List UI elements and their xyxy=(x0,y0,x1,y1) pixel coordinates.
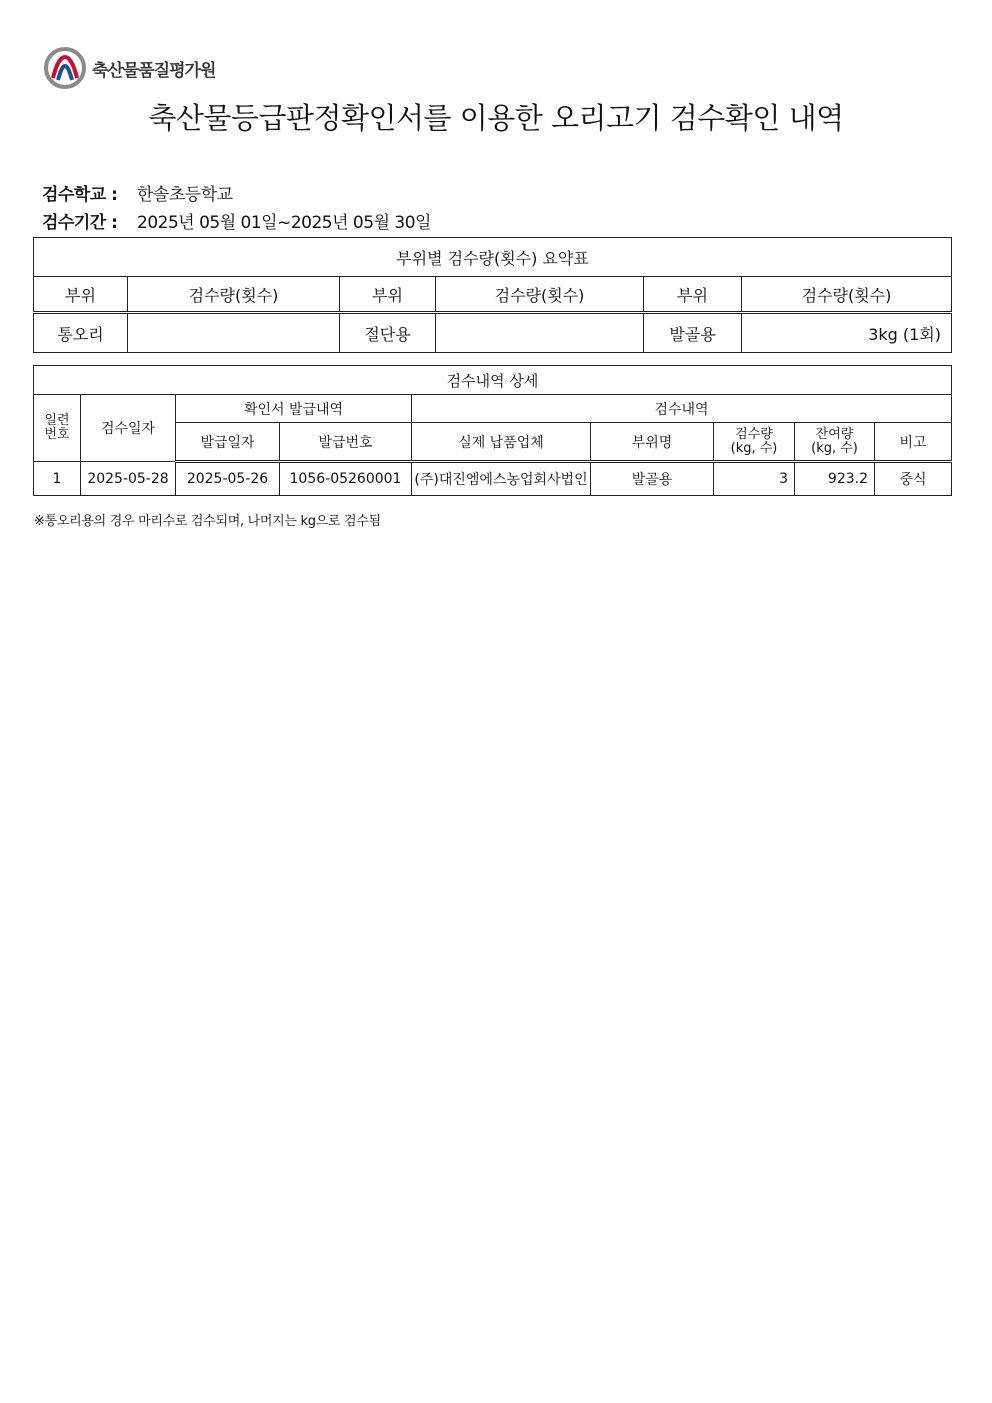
cell-supplier: (주)대진엠에스농업회사법인 xyxy=(412,462,591,496)
header-supplier: 실제 납품업체 xyxy=(412,423,591,462)
summary-header-qty: 검수량(횟수) xyxy=(742,277,952,313)
cell-remaining: 923.2 xyxy=(795,462,875,496)
header-issue-date: 발급일자 xyxy=(176,423,280,462)
school-label: 검수학교 : xyxy=(42,185,118,205)
summary-table xyxy=(33,237,952,353)
header-part-name: 부위명 xyxy=(591,423,714,462)
header-issue-number: 발급번호 xyxy=(280,423,412,462)
school-info xyxy=(42,180,233,205)
summary-header-part: 부위 xyxy=(340,277,436,313)
header-inspection-group: 검수내역 xyxy=(412,395,952,423)
detail-title: 검수내역 상세 xyxy=(34,366,952,395)
summary-header-part: 부위 xyxy=(34,277,128,313)
period-info xyxy=(42,208,431,233)
header-inspection-date: 검수일자 xyxy=(81,395,176,462)
summary-header-qty: 검수량(횟수) xyxy=(128,277,340,313)
cell-serial: 1 xyxy=(34,462,81,496)
summary-qty-boneless: 3kg (1회) xyxy=(742,313,952,353)
org-logo xyxy=(44,46,215,90)
period-value: 2025년 05월 01일~2025년 05월 30일 xyxy=(137,213,431,233)
cell-part-name: 발골용 xyxy=(591,462,714,496)
header-cert-group: 확인서 발급내역 xyxy=(176,395,412,423)
org-name: 축산물품질평가원 xyxy=(92,60,216,81)
summary-header-part: 부위 xyxy=(644,277,742,313)
cell-note: 중식 xyxy=(875,462,952,496)
table-row xyxy=(34,462,952,496)
summary-part-boneless: 발골용 xyxy=(644,313,742,353)
footnote: ※통오리용의 경우 마리수로 검수되며, 나머지는 kg으로 검수됨 xyxy=(34,514,381,529)
header-remaining: 잔여량 (kg, 수) xyxy=(795,423,875,462)
cell-issue-date: 2025-05-26 xyxy=(176,462,280,496)
summary-qty-cut xyxy=(436,313,644,353)
summary-part-cut: 절단용 xyxy=(340,313,436,353)
cell-quantity: 3 xyxy=(714,462,795,496)
cell-issue-number: 1056-05260001 xyxy=(280,462,412,496)
school-value: 한솔초등학교 xyxy=(137,185,233,205)
cell-inspection-date: 2025-05-28 xyxy=(81,462,176,496)
summary-qty-whole xyxy=(128,313,340,353)
detail-table xyxy=(33,365,952,496)
summary-title: 부위별 검수량(횟수) 요약표 xyxy=(34,238,952,277)
org-logo-icon xyxy=(44,47,86,89)
summary-part-whole: 통오리 xyxy=(34,313,128,353)
header-note: 비고 xyxy=(875,423,952,462)
header-quantity: 검수량 (kg, 수) xyxy=(714,423,795,462)
period-label: 검수기간 : xyxy=(42,213,118,233)
header-serial: 일련 번호 xyxy=(34,395,81,462)
document-title: 축산물등급판정확인서를 이용한 오리고기 검수확인 내역 xyxy=(148,101,844,135)
summary-header-qty: 검수량(횟수) xyxy=(436,277,644,313)
